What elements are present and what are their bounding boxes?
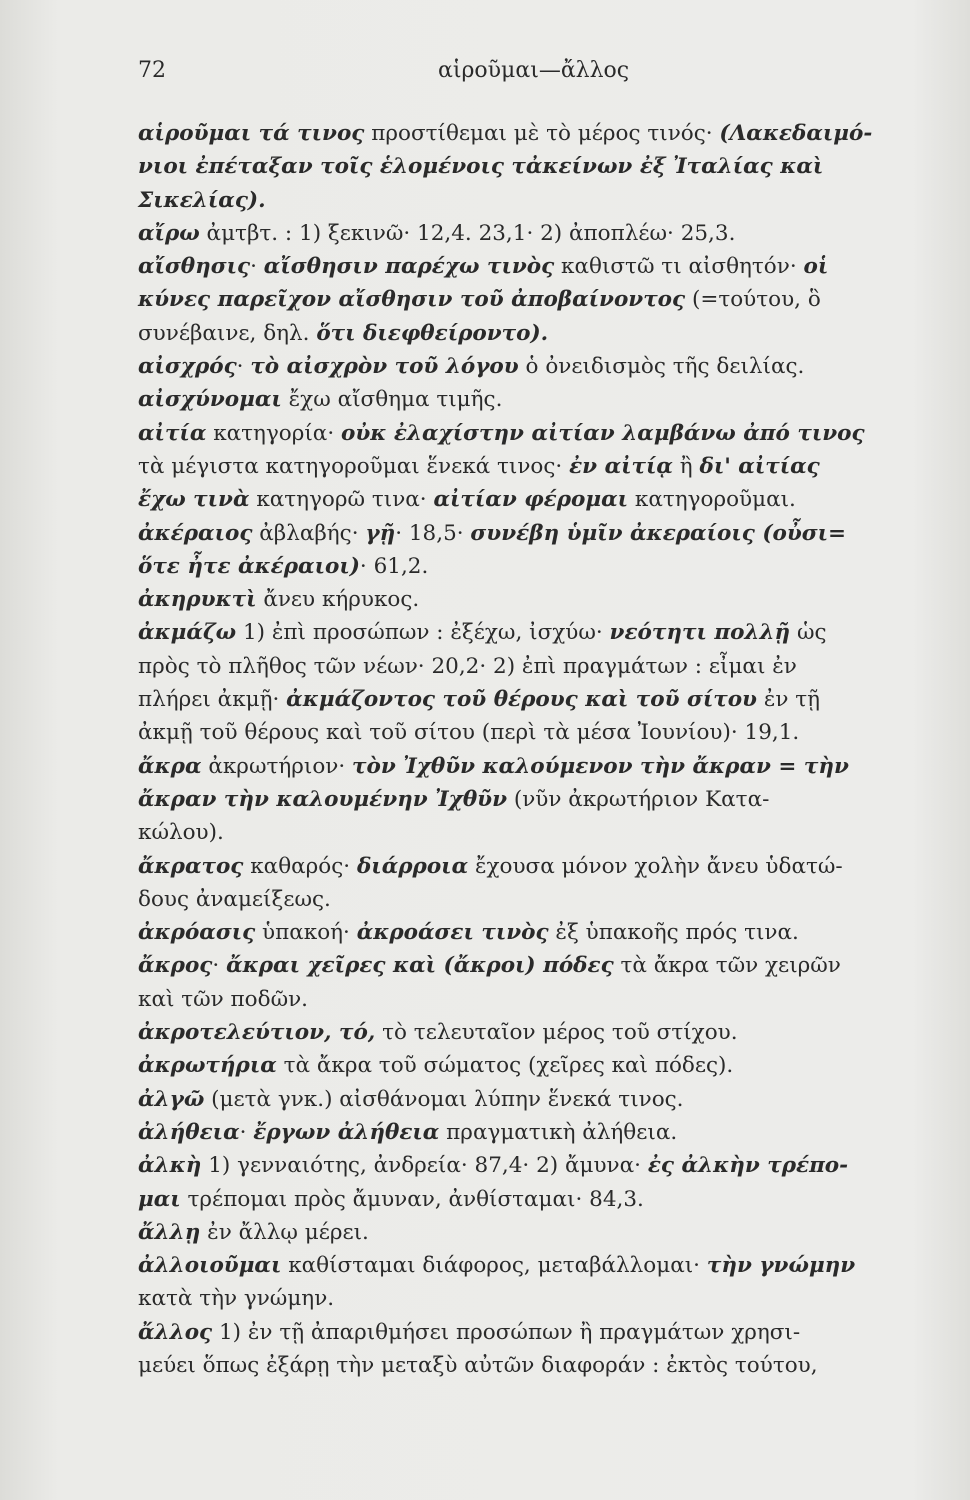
entry-headword: ἄκρος (138, 953, 213, 979)
entry-line (138, 317, 964, 350)
entry-line (138, 117, 964, 150)
entry-headword: ἄλλῃ (138, 1219, 201, 1245)
definition-text: ὡς (790, 620, 827, 646)
entry-line (138, 483, 964, 516)
entry-headword: αἴρω (138, 220, 200, 246)
definition-text: 1) ἐν τῇ ἀπαριθμήσει προσώπων ἢ πραγμάτων χρησι- (212, 1319, 801, 1345)
entry-line (138, 1216, 964, 1249)
entry-line (138, 417, 964, 450)
definition-text: ὁ ὀνειδισμὸς τῆς δειλίας. (518, 354, 805, 380)
entry-line (138, 683, 964, 716)
entry-headword: αἰσχρός (138, 354, 237, 380)
entry-line (138, 1183, 964, 1216)
definition-text: · 61,2. (359, 553, 429, 579)
dictionary-entry (138, 1083, 964, 1116)
entry-line (138, 1282, 964, 1315)
dictionary-entry (138, 517, 964, 584)
quoted-phrase: νεότητι πολλῇ (609, 620, 791, 646)
quoted-phrase: (Λακεδαιμό- (719, 121, 873, 146)
entry-headword: αἰτία (138, 420, 207, 446)
definition-text: · (250, 254, 264, 280)
definition-text: μεύει ὅπως ἐξάρῃ τὴν μεταξὺ αὐτῶν διαφοράν : ἐκτὸς τούτου, (138, 1352, 818, 1378)
dictionary-entry (138, 1216, 964, 1249)
dictionary-entry (138, 250, 964, 350)
entry-line (138, 350, 964, 383)
entry-headword: ἄκρα (138, 753, 202, 779)
definition-text: 1) γενναιότης, ἀνδρεία· 87,4· 2) ἄμυνα· (201, 1153, 648, 1179)
entry-line (138, 283, 964, 316)
entry-line (138, 1149, 964, 1182)
entry-headword: ἄλλος (138, 1319, 213, 1345)
dictionary-entry (138, 1316, 964, 1383)
definition-text: ἀκμῇ τοῦ θέρους καὶ τοῦ σίτου (περὶ τὰ μέσα Ἰουνίου)· 19,1. (138, 720, 800, 746)
entry-headword: ἄκρατος (138, 853, 244, 879)
entry-headword: ἀκροτελεύτιον, τό, (138, 1020, 376, 1046)
definition-text: καὶ τῶν ποδῶν. (138, 986, 309, 1012)
entry-line (138, 1016, 964, 1049)
entry-line (138, 850, 964, 883)
entry-headword: ἀκηρυκτὶ (138, 587, 257, 613)
entry-headword: ἀλήθεια (138, 1119, 240, 1145)
entry-line (138, 916, 964, 949)
dictionary-entry (138, 949, 964, 1016)
entry-line (138, 883, 964, 916)
definition-text: ἐν ἄλλῳ μέρει. (200, 1219, 369, 1245)
dictionary-entry (138, 350, 964, 383)
dictionary-entry (138, 1149, 964, 1216)
running-title: αἱροῦμαι—ἄλλος (438, 58, 630, 83)
quoted-phrase: ἄκραι χεῖρες καὶ (ἄκροι) πόδες (226, 953, 614, 979)
entry-headword: ἀκρωτήρια (138, 1053, 277, 1079)
definition-text: (νῦν ἀκρωτήριον Κατα- (507, 786, 770, 812)
quoted-phrase: συνέβη ὑμῖν ἀκεραίοις (οὖσι= (470, 520, 847, 546)
definition-text: (μετὰ γνκ.) αἰσθάνομαι λύπην ἕνεκά τινος. (204, 1086, 684, 1112)
definition-text: ἄνευ κήρυκος. (256, 587, 420, 613)
definition-text: ἔχω αἴσθημα τιμῆς. (281, 387, 503, 413)
entry-headword: ἀκέραιος (138, 520, 253, 546)
quoted-phrase: τὴν γνώμην (706, 1253, 856, 1279)
dictionary-entry (138, 217, 964, 250)
quoted-phrase: ἐς ἀλκὴν τρέπο- (647, 1153, 849, 1179)
definition-text: κατηγορῶ τινα· (249, 487, 434, 513)
entry-line (138, 1083, 964, 1116)
entry-line (138, 217, 964, 250)
definition-text: προστίθεμαι μὲ τὸ μέρος τινός· (364, 121, 720, 146)
quoted-phrase: οἱ (803, 254, 829, 280)
entry-line (138, 783, 964, 816)
entry-line (138, 250, 964, 283)
entry-headword: αἴσθησις (138, 254, 251, 280)
page-number: 72 (138, 58, 166, 83)
definition-text: ὑπακοή· (255, 920, 357, 946)
definition-text: · (239, 1119, 254, 1145)
definition-text: καθιστῶ τι αἰσθητόν· (554, 254, 804, 280)
definition-text: τρέπομαι πρὸς ἄμυναν, ἀνθίσταμαι· 84,3. (180, 1186, 644, 1212)
definition-text: ἀβλαβής· (252, 520, 366, 546)
entry-headword: ἀκμάζω (138, 620, 237, 646)
definition-text: ἐξ ὑπακοῆς πρός τινα. (548, 920, 799, 946)
quoted-phrase: γῇ (365, 520, 396, 546)
entry-line (138, 816, 964, 849)
entry-line (138, 550, 964, 583)
definition-text: · (212, 953, 227, 979)
quoted-phrase: ὅτε ἦτε ἀκέραιοι) (138, 553, 360, 579)
entry-line (138, 1249, 964, 1282)
definition-text: 1) ἐπὶ προσώπων : ἐξέχω, ἰσχύω· (236, 620, 610, 646)
dictionary-entry (138, 1116, 964, 1149)
definition-text: (=τούτου, ὃ (685, 287, 821, 313)
dictionary-entry (138, 616, 964, 749)
dictionary-entry (138, 383, 964, 416)
quoted-phrase: ἀκμάζοντος τοῦ θέρους καὶ τοῦ σίτου (286, 687, 757, 713)
page-header (138, 58, 930, 92)
quoted-phrase: δι' αἰτίας (699, 453, 820, 479)
definition-text: ἀμτβτ. : 1) ξεκινῶ· 12,4. 23,1· 2) ἀποπλέω· 25,3. (199, 220, 736, 246)
definition-text: τὰ ἄκρα τοῦ σώματος (χεῖρες καὶ πόδες). (276, 1053, 734, 1079)
quoted-phrase: μαι (138, 1186, 181, 1212)
entry-headword: ἀκρόασις (138, 920, 256, 946)
entry-line (138, 383, 964, 416)
definition-text: πρὸς τὸ πλῆθος τῶν νέων· 20,2· 2) ἐπὶ πραγμάτων : εἶμαι ἐν (138, 653, 797, 679)
quoted-phrase: νιοι ἐπέταξαν τοῖς ἑλομένοις τἀκείνων ἐξ Ἰταλίας καὶ (138, 154, 824, 180)
definition-text: ἔχουσα μόνον χολὴν ἄνευ ὑδατώ- (468, 853, 843, 879)
definition-text: τὰ ἄκρα τῶν χειρῶν (613, 953, 841, 979)
dictionary-entry (138, 916, 964, 949)
definition-text: πλήρει ἀκμῇ· (138, 687, 287, 713)
dictionary-entry (138, 417, 964, 517)
quoted-phrase: Σικελίας). (138, 187, 266, 213)
entry-headword: ἀλλοιοῦμαι (138, 1253, 282, 1279)
entry-line (138, 150, 964, 183)
quoted-phrase: ἔργων ἀλήθεια (253, 1119, 440, 1145)
definition-text: · (236, 354, 251, 380)
definition-text: καθαρός· (243, 853, 357, 879)
entry-line (138, 616, 964, 649)
entry-line (138, 184, 964, 217)
definition-text: ἢ (672, 453, 700, 479)
entry-line (138, 450, 964, 483)
quoted-phrase: ἐν αἰτίᾳ (569, 453, 673, 479)
quoted-phrase: τὸ αἰσχρὸν τοῦ λόγου (250, 354, 519, 380)
quoted-phrase: ὅτι διεφθείροντο). (316, 320, 549, 346)
entry-line (138, 1049, 964, 1082)
definition-text: κατηγοροῦμαι. (628, 487, 796, 513)
entry-line (138, 650, 964, 683)
quoted-phrase: διάρροια (356, 853, 469, 879)
entry-line (138, 983, 964, 1016)
definition-text: κατὰ τὴν γνώμην. (138, 1286, 335, 1312)
definition-text: · 18,5· (395, 520, 471, 546)
quoted-phrase: ἄκραν τὴν καλουμένην Ἰχθῦν (138, 786, 507, 812)
definition-text: καθίσταμαι διάφορος, μεταβάλλομαι· (281, 1253, 707, 1279)
dictionary-entries (138, 117, 964, 1382)
definition-text: ἀκρωτήριον· (201, 753, 353, 779)
definition-text: κατηγορία· (206, 420, 341, 446)
definition-text: δους ἀναμείξεως. (138, 886, 331, 912)
dictionary-entry (138, 1016, 964, 1049)
entry-line (138, 1116, 964, 1149)
quoted-phrase: ἔχω τινὰ (138, 487, 250, 513)
entry-headword: ἀλκὴ (138, 1153, 202, 1179)
entry-line (138, 1349, 964, 1382)
definition-text: τὸ τελευταῖον μέρος τοῦ στίχου. (375, 1020, 738, 1046)
entry-line (138, 517, 964, 550)
definition-text: ἐν τῇ (756, 687, 821, 713)
dictionary-entry (138, 1249, 964, 1316)
quoted-phrase: τὸν Ἰχθῦν καλούμενον τὴν ἄκραν = τὴν (352, 753, 849, 779)
entry-line (138, 1316, 964, 1349)
quoted-phrase: αἰτίαν φέρομαι (433, 487, 629, 513)
quoted-phrase: κύνες παρεῖχον αἴσθησιν τοῦ ἀποβαίνοντος (138, 287, 686, 313)
entry-headword: αἱροῦμαι τά τινος (138, 121, 365, 146)
dictionary-entry (138, 750, 964, 850)
dictionary-entry (138, 117, 964, 217)
quoted-phrase: αἴσθησιν παρέχω τινὸς (263, 254, 555, 280)
entry-line (138, 716, 964, 749)
definition-text: τὰ μέγιστα κατηγοροῦμαι ἕνεκά τινος· (138, 453, 570, 479)
quoted-phrase: ἀκροάσει τινὸς (356, 920, 549, 946)
entry-line (138, 750, 964, 783)
dictionary-entry (138, 583, 964, 616)
quoted-phrase: οὐκ ἐλαχίστην αἰτίαν λαμβάνω ἀπό τινος (341, 420, 865, 446)
definition-text: συνέβαινε, δηλ. (138, 320, 317, 346)
definition-text: πραγματικὴ ἀλήθεια. (439, 1119, 678, 1145)
definition-text: κώλου). (138, 820, 224, 846)
dictionary-entry (138, 850, 964, 917)
entry-line (138, 949, 964, 982)
dictionary-entry (138, 1049, 964, 1082)
entry-headword: ἀλγῶ (138, 1086, 205, 1112)
entry-headword: αἰσχύνομαι (138, 387, 282, 413)
entry-line (138, 583, 964, 616)
